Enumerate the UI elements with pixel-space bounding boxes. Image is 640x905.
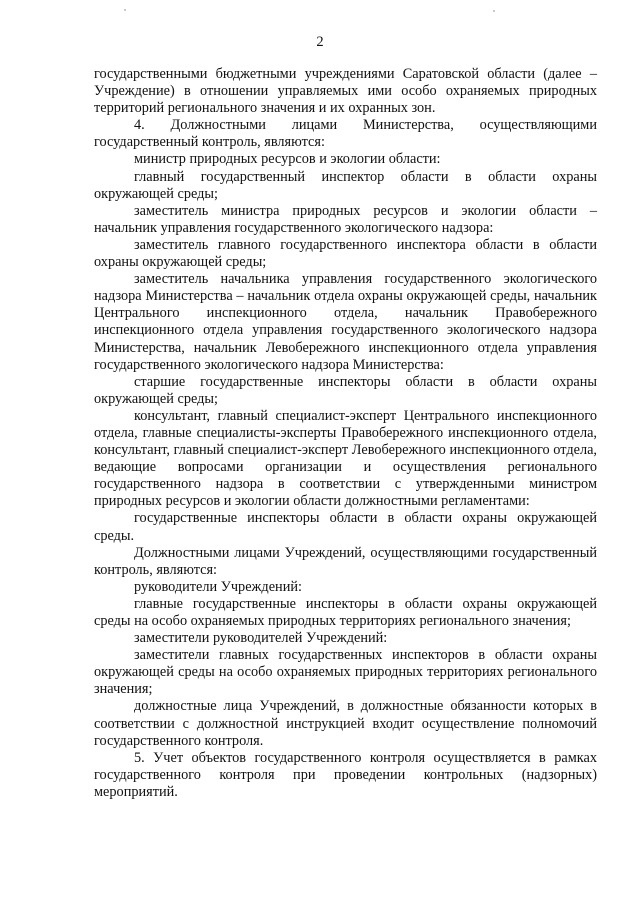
scan-speck bbox=[124, 9, 126, 11]
paragraph: заместители главных государственных инспекторов в области охраны окружающей среды на особо охраняемых природных территориях регионального значения; bbox=[94, 647, 597, 698]
document-body bbox=[94, 66, 597, 801]
paragraph: 4. Должностными лицами Министерства, осуществляющими государственный контроль, являются: bbox=[94, 117, 597, 151]
paragraph: главные государственные инспекторы в области охраны окружающей среды на особо охраняемых природных территориях регионального значения; bbox=[94, 595, 597, 629]
paragraph: государственные инспекторы области в области охраны окружающей среды. bbox=[94, 510, 597, 544]
paragraph: государственными бюджетными учреждениями Саратовской области (далее – Учреждение) в отношении управляемых ими особо охраняемых природных территорий регионального значения и их охранных зон. bbox=[94, 66, 597, 117]
page-number: 2 bbox=[316, 34, 324, 50]
paragraph: заместители руководителей Учреждений: bbox=[134, 630, 388, 647]
paragraph: консультант, главный специалист-эксперт Центрального инспекционного отдела, главные специалисты-эксперты Правобережного инспекционного отдела, консультант, главный специалист-эксперт Левобережного инспекционного отдела, ведающие вопросами организации и осуществления регионального государственного надзора в соответствии с утвержденными министром природных ресурсов и экологии области должностными регламентами: bbox=[94, 407, 597, 510]
paragraph: 5. Учет объектов государственного контроля осуществляется в рамках государственного контроля при проведении контрольных (надзорных) мероприятий. bbox=[94, 749, 597, 800]
paragraph: старшие государственные инспекторы области в области охраны окружающей среды; bbox=[94, 373, 597, 407]
paragraph: заместитель главного государственного инспектора области в области охраны окружающей среды; bbox=[94, 236, 597, 271]
paragraph: Должностными лицами Учреждений, осуществляющими государственный контроль, являются: bbox=[94, 544, 597, 578]
paragraph: руководители Учреждений: bbox=[134, 578, 302, 595]
paragraph: главный государственный инспектор области в области охраны окружающей среды; bbox=[94, 168, 597, 202]
scan-speck bbox=[493, 10, 495, 12]
paragraph: должностные лица Учреждений, в должностные обязанности которых в соответствии с должностной инструкцией входит осуществление полномочий государственного контроля. bbox=[94, 698, 597, 749]
paragraph: заместитель начальника управления государственного экологического надзора Министерства – начальник отдела охраны окружающей среды, начальник Центрального инспекционного отдела, начальник Правобережного инспекционного отдела управления государственного экологического надзора Министерства, начальник Левобережного инспекционного отдела управления государственного экологического надзора Министерства: bbox=[94, 271, 597, 373]
paragraph: заместитель министра природных ресурсов и экологии области – начальник управления государственного экологического надзора: bbox=[94, 202, 597, 236]
paragraph: министр природных ресурсов и экологии области: bbox=[134, 151, 441, 168]
